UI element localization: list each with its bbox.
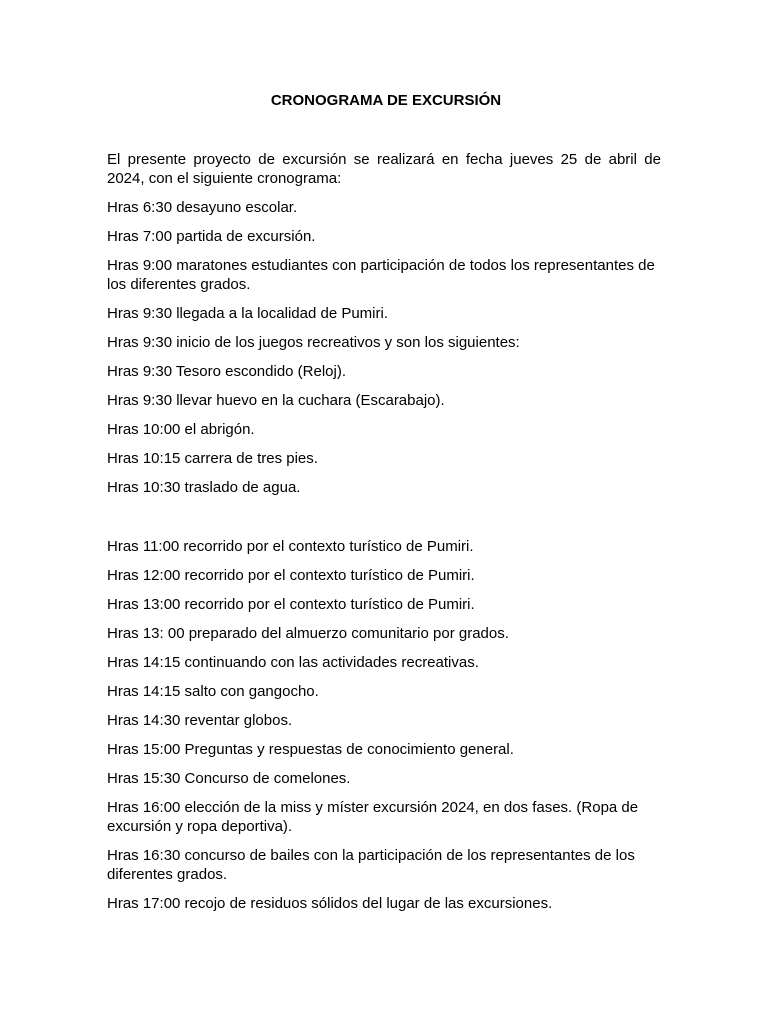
schedule-item: Hras 16:30 concurso de bailes con la participación de los representantes de los diferentes grados. (107, 847, 635, 883)
document-body (107, 150, 661, 923)
schedule-item: Hras 10:00 el abrigón. (107, 421, 255, 438)
document-title: CRONOGRAMA DE EXCURSIÓN (270, 92, 502, 109)
schedule-item: Hras 9:30 inicio de los juegos recreativos y son los siguientes: (107, 334, 520, 351)
schedule-item: Hras 14:15 continuando con las actividades recreativas. (107, 654, 479, 671)
schedule-item: Hras 14:30 reventar globos. (107, 712, 293, 729)
schedule-item: Hras 13:00 recorrido por el contexto turístico de Pumiri. (107, 596, 475, 613)
schedule-item: Hras 9:30 Tesoro escondido (Reloj). (107, 363, 347, 380)
schedule-item: Hras 16:00 elección de la miss y míster excursión 2024, en dos fases. (Ropa de excursión y ropa deportiva). (107, 799, 639, 835)
schedule-item: Hras 15:30 Concurso de comelones. (107, 770, 351, 787)
schedule-list-part-2 (107, 537, 661, 913)
blank-line (107, 507, 661, 537)
schedule-item: Hras 12:00 recorrido por el contexto turístico de Pumiri. (107, 567, 475, 584)
schedule-item: Hras 7:00 partida de excursión. (107, 228, 316, 245)
schedule-list-part-1 (107, 198, 661, 497)
schedule-item: Hras 9:30 llegada a la localidad de Pumiri. (107, 305, 388, 322)
schedule-item: Hras 10:15 carrera de tres pies. (107, 450, 318, 467)
schedule-item: Hras 6:30 desayuno escolar. (107, 199, 298, 216)
schedule-item: Hras 11:00 recorrido por el contexto turístico de Pumiri. (107, 538, 474, 555)
schedule-item: Hras 9:00 maratones estudiantes con participación de todos los representantes de los diferentes grados. (107, 257, 655, 293)
schedule-item: Hras 17:00 recojo de residuos sólidos del lugar de las excursiones. (107, 895, 553, 912)
schedule-item: Hras 13: 00 preparado del almuerzo comunitario por grados. (107, 625, 509, 642)
schedule-item: Hras 9:30 llevar huevo en la cuchara (Escarabajo). (107, 392, 445, 409)
schedule-item: Hras 10:30 traslado de agua. (107, 479, 301, 496)
intro-paragraph: El presente proyecto de excursión se realizará en fecha jueves 25 de abril de 2024, con el siguiente cronograma: (107, 151, 661, 187)
schedule-item: Hras 15:00 Preguntas y respuestas de conocimiento general. (107, 741, 514, 758)
schedule-item: Hras 14:15 salto con gangocho. (107, 683, 319, 700)
